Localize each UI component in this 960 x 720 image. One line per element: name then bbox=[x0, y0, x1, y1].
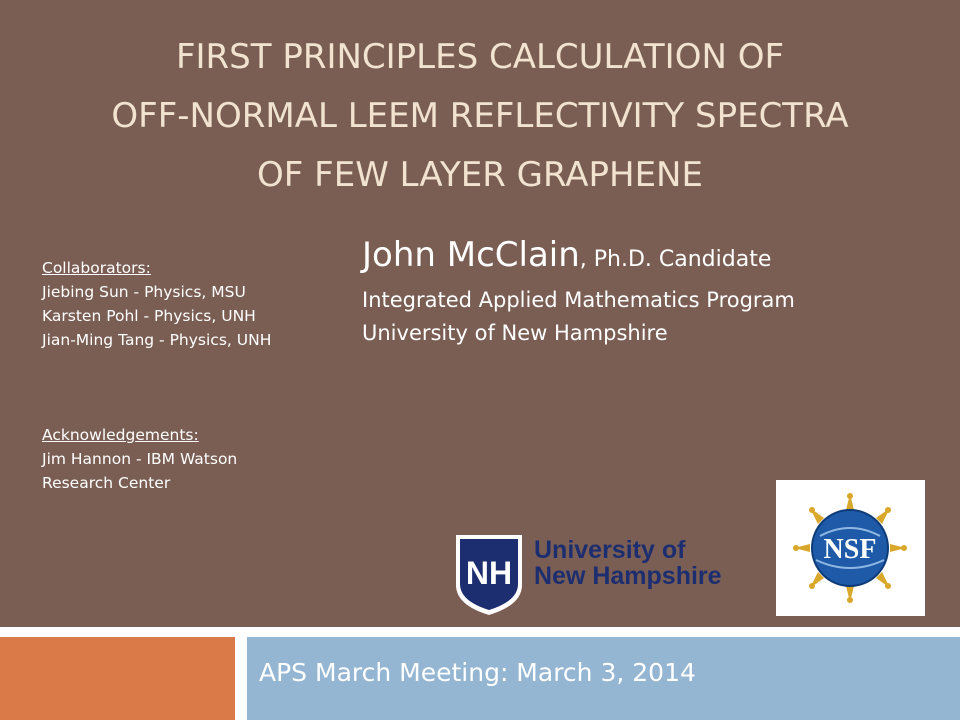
collaborators-block bbox=[42, 256, 342, 352]
title-line-3: OF FEW LAYER GRAPHENE bbox=[257, 155, 703, 195]
author-name: John McClain bbox=[362, 235, 580, 275]
acknowledgements-block bbox=[42, 423, 342, 495]
author-name-line bbox=[362, 232, 922, 284]
acknowledgement-line: Jim Hannon - IBM Watson bbox=[42, 450, 238, 468]
acknowledgements-heading: Acknowledgements: bbox=[42, 426, 199, 444]
title-line-2: OFF-NORMAL LEEM REFLECTIVITY SPECTRA bbox=[111, 96, 849, 136]
unh-shield-text: NH bbox=[465, 555, 513, 591]
footer-accent-block bbox=[0, 637, 235, 720]
footer-text: APS March Meeting: March 3, 2014 bbox=[259, 658, 696, 687]
author-title: , Ph.D. Candidate bbox=[579, 247, 772, 272]
collaborator-item: Jiebing Sun - Physics, MSU bbox=[42, 283, 246, 301]
author-program: Integrated Applied Mathematics Program bbox=[362, 288, 795, 312]
unh-shield-icon bbox=[454, 533, 524, 617]
collaborators-heading: Collaborators: bbox=[42, 259, 151, 277]
unh-wordmark bbox=[534, 537, 722, 589]
nsf-logo bbox=[776, 480, 925, 616]
nsf-seal-icon bbox=[776, 480, 925, 616]
footer-bar bbox=[247, 637, 960, 720]
acknowledgement-line: Research Center bbox=[42, 474, 171, 492]
collaborator-item: Jian-Ming Tang - Physics, UNH bbox=[42, 331, 272, 349]
unh-wordmark-line-1: University of bbox=[534, 536, 686, 564]
author-university: University of New Hampshire bbox=[362, 321, 668, 345]
unh-logo bbox=[454, 533, 754, 617]
slide-title bbox=[20, 28, 940, 205]
author-block bbox=[362, 232, 922, 350]
title-line-1: FIRST PRINCIPLES CALCULATION OF bbox=[175, 37, 785, 77]
collaborator-item: Karsten Pohl - Physics, UNH bbox=[42, 307, 256, 325]
nsf-text: NSF bbox=[823, 534, 877, 565]
unh-wordmark-line-2: New Hampshire bbox=[534, 562, 722, 590]
